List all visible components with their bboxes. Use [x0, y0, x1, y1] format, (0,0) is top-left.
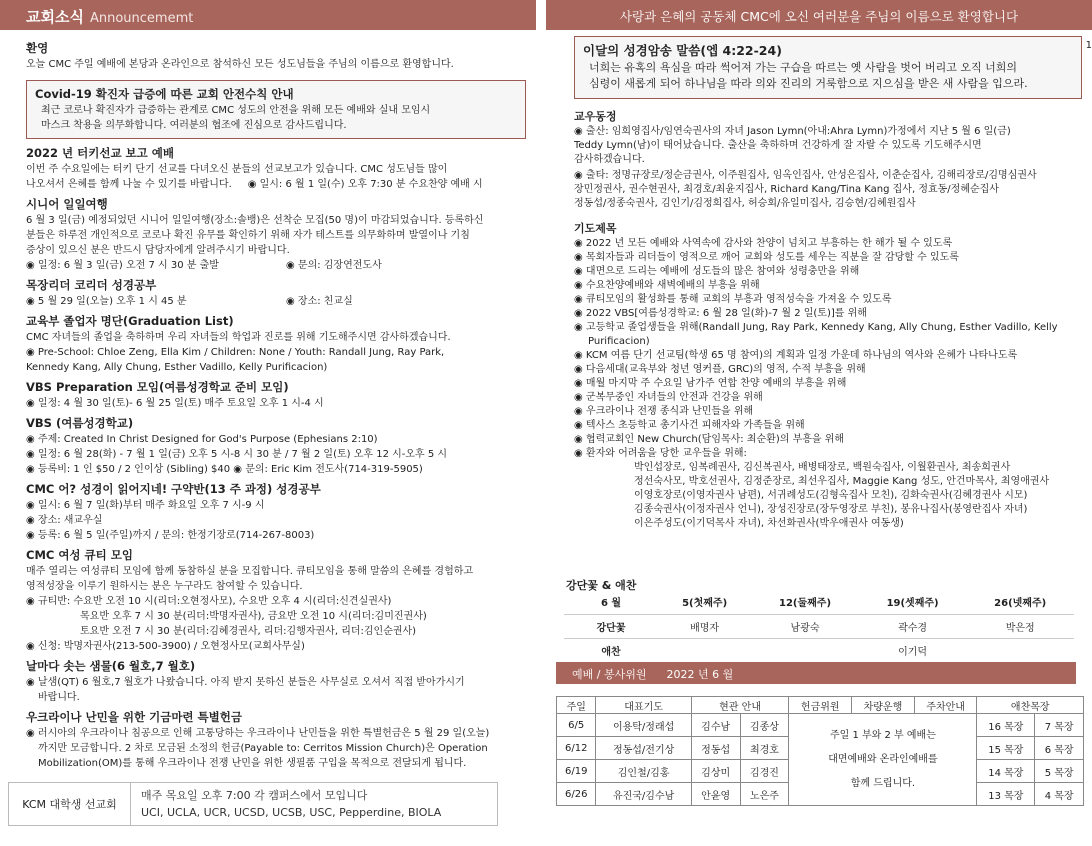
table-row: 6/12 정동섭/전기상 정동섭 최경호 15 목장 6 목장 [557, 737, 1084, 760]
vbs-fee: ◉ 등록비: 1 인 $50 / 2 인이상 (Sibling) $40 ◉ 문의: Eric Kim 전도사(714-319-5905) [26, 464, 423, 475]
news-trip: ◉ 출타: 정명규장로/정순금권사, 이주원집사, 임옥인집사, 안성은집사, 이춘순집사, 김해리장로/김명심권사 장민정권사, 권수현권사, 최경호/최윤지집사, Richard Kang/Tina Kang 집사, 정효동/정혜순집사 정동섭/정종숙권사, 김인기/김정희집사, 허승회/유일미집사, 김승현/김혜원집사 [574, 170, 1037, 209]
grad-title: 교육부 졸업자 명단(Graduation List) [26, 314, 234, 328]
grad-list: ◉ Pre-School: Chloe Zeng, Ella Kim / Children: None / Youth: Randall Jung, Ray Park, Kennedy Kang, Ally Chung, Esther Vadillo, Kelly Purificacion) [26, 347, 445, 373]
manna-title: 날마다 솟는 샘물(6 월호,7 월호) [26, 659, 196, 673]
news-birth: ◉ 출산: 임희영집사/임연숙권사의 자녀 Jason Lymn(아내:Ahra Lymn)가정에서 지난 5 월 6 일(금) Teddy Lymn(남)이 태어났습니다. 출산을 축하하며 건강하게 잘 자랄 수 있도록 기도해주시면 감사하겠습니다. [574, 126, 1011, 165]
church-info-page [546, 0, 1092, 846]
prayer-item: ◉ 텍사스 초등학교 총기사건 피해자와 가족들을 위해 [574, 420, 805, 431]
grad-body: CMC 자녀들의 졸업을 축하하며 우리 자녀들의 학업과 진로를 위해 기도해주시면 감사하겠습니다. [26, 332, 451, 343]
bible-time: ◉ 일시: 6 월 7 일(화)부터 매주 화요일 오후 7 시-9 시 [26, 500, 265, 511]
prayer-item: ◉ 목회자들과 리더들이 영적으로 깨어 교회와 성도를 세우는 직분을 잘 감당할 수 있도록 [574, 252, 959, 263]
qt-title: CMC 여성 큐티 모임 [26, 548, 133, 562]
vbs-schedule: ◉ 일정: 6 월 28(화) - 7 월 1 일(금) 오후 5 시-8 시 30 분 / 7 월 2 일(토) 오후 12 시-오후 5 시 [26, 449, 448, 460]
page-number: 1 [1085, 40, 1092, 51]
qt-class-1: ◉ 규티반: 수요반 오전 10 시(리더:오현정사모), 수요반 오후 4 시(리더:신견실권사) [26, 596, 392, 607]
altar-title: 강단꽃 & 애찬 [566, 579, 637, 592]
turkey-body-2: 나오셔서 은혜를 함께 나눌 수 있기를 바랍니다. ◉ 일시: 6 월 1 일(수) 오후 7:30 분 수요찬양 예배 시 [26, 179, 483, 190]
table-row: 6/5 이용탁/정래섭 김수남 김종상 주일 1 부와 2 부 예배는 대면예배와 온라인예배를 함께 드립니다. 16 목장 7 목장 [557, 714, 1084, 737]
pastor-title: 목장리더 코리더 성경공부 [26, 278, 157, 292]
senior-details: ◉ 일정: 6 월 3 일(금) 오전 7 시 30 분 출발 ◉ 문의: 김장연전도사 [26, 260, 382, 271]
turkey-body: 이번 주 수요일에는 터키 단기 선교를 다녀오신 분들의 선교보고가 있습니다. CMC 성도님들 많이 [26, 164, 448, 175]
news-title: 교우동정 [574, 110, 617, 123]
prayer-list [574, 237, 1082, 461]
covid-notice-box [26, 80, 526, 139]
bible-title: CMC 어? 성경이 읽어지네! 구약반(13 주 과정) 성경공부 [26, 482, 321, 496]
duty-note: 주일 1 부와 2 부 예배는 대면예배와 온라인예배를 함께 드립니다. [789, 714, 977, 806]
header-title: 교회소식 [26, 8, 84, 26]
pastor-details: ◉ 5 월 29 일(오늘) 오후 1 시 45 분 ◉ 장소: 친교실 [26, 296, 353, 307]
table-row: 6/19 김인철/김홍 김상미 김경진 14 목장 5 목장 [557, 760, 1084, 783]
announcement-content [26, 36, 526, 771]
sick-members-list: 박인섭장로, 임복례권사, 김신복권사, 배병태장로, 백원숙집사, 이월환권사, 최송희권사 정선숙사모, 박호선권사, 김정준장로, 최선우집사, Maggie Kang 성도, 안건마목사, 최영애권사 이영호장로(이영자권사 남편), 서귀례성도(김형옥집사 모친), 김화숙권사(김혜경권사 시모) 김종숙권사(이정자권사 언니), 장성진장로(장두영장로 부친), 봉유나집사(봉영란집사 자녀) 이은주성도(이기덕목사 자녀), 차선화권사(박우애권사 여동생) [634, 462, 1050, 529]
table-row: 애찬 이기덕 [564, 638, 1074, 662]
bible-place: ◉ 장소: 새교우실 [26, 515, 103, 526]
announcement-page [0, 0, 536, 846]
prayer-title: 기도제목 [574, 222, 617, 235]
prayer-item: ◉ 환자와 어려움을 당한 교우들을 위해: [574, 448, 747, 459]
duty-title: 예배 / 봉사위원 [572, 668, 647, 681]
qt-class-2: 목요반 오후 7 시 30 분(리더:박명자권사), 금요반 오전 10 시(리더:김미진권사) [80, 611, 427, 622]
welcome-title: 환영 [26, 41, 49, 55]
altar-flower-table [564, 590, 1074, 663]
qt-class-3: 토요반 오전 7 시 30 분(리더:김혜경권사, 리더:김행자권사, 리더:김인순권사) [80, 626, 417, 637]
prayer-item: ◉ 수요찬양예배와 새벽예배의 부흥을 위해 [574, 280, 760, 291]
vbs-theme: ◉ 주제: Created In Christ Designed for God's Purpose (Ephesians 2:10) [26, 434, 378, 445]
prayer-item: ◉ 다음세대(교육부와 청년 영커플, GRC)의 영적, 수적 부흥을 위해 [574, 364, 866, 375]
duty-month: 2022 년 6 월 [666, 668, 734, 681]
qt-apply: ◉ 신청: 박명자권사(213-500-3900) / 오현정사모(교회사무실) [26, 641, 305, 652]
table-header-row: 주일 대표기도 현관 안내 헌금위원 차량운행 주차안내 애찬목장 [557, 697, 1084, 714]
senior-title: 시니어 일일여행 [26, 197, 108, 211]
verse-title: 이달의 성경암송 말씀(엡 4:22-24) [583, 43, 782, 58]
duty-header-bar [556, 662, 1076, 684]
kcm-label: KCM 대학생 선교회 [9, 783, 131, 825]
prayer-item: ◉ KCM 여름 단기 선교팀(학생 65 명 참여)의 계획과 일정 가운데 하나님의 역사와 은혜가 나타나도록 [574, 350, 1018, 361]
qt-body: 매주 열리는 여성큐티 모임에 함께 동참하실 분을 모집합니다. 큐티모임을 통해 말씀의 은혜를 경험하고 영적성장을 이루기 원하시는 분은 누구라도 참여할 수 있습니다. [26, 566, 474, 592]
bible-register: ◉ 등록: 6 월 5 일(주일)까지 / 문의: 한정기장로(714-267-8003) [26, 530, 315, 541]
prayer-item: ◉ 고등학교 졸업생들을 위해(Randall Jung, Ray Park, Kennedy Kang, Ally Chung, Esther Vadillo, Kelly Purificacion) [574, 322, 1058, 347]
announcement-header [0, 0, 536, 30]
vbsprep-title: VBS Preparation 모임(여름성경학교 준비 모임) [26, 380, 289, 394]
verse-body: 너희는 유혹의 욕심을 따라 썩어져 가는 구습을 따르는 옛 사람을 벗어 버리고 오직 너희의 심령이 새롭게 되어 하나님을 따라 의와 진리의 거룩함으로 지으심을 받은 새 사람을 입으라. [589, 61, 1028, 90]
prayer-item: ◉ 군복무중인 자녀들의 안전과 건강을 위해 [574, 392, 763, 403]
table-row: 강단꽃 배명자 남광숙 곽수경 박은정 [564, 614, 1074, 638]
header-subtitle: Announcememt [89, 11, 194, 26]
kcm-campuses: UCI, UCLA, UCR, UCSD, UCSB, USC, Pepperdine, BIOLA [141, 806, 442, 819]
welcome-body: 오늘 CMC 주일 예배에 본당과 온라인으로 참석하신 모든 성도님들을 주님의 이름으로 환영합니다. [26, 59, 454, 70]
duty-table [556, 696, 1084, 806]
kcm-box [8, 782, 498, 826]
prayer-item: ◉ 2022 년 모든 예배와 사역속에 감사와 찬양이 넘치고 부흥하는 한 해가 될 수 있도록 [574, 238, 953, 249]
manna-body: ◉ 날샘(QT) 6 월호,7 월호가 나왔습니다. 아직 받지 못하신 분들은 사무실로 오셔서 직접 받아가시기 바랍니다. [26, 677, 465, 703]
kcm-schedule: 매주 목요일 오후 7:00 각 캠퍼스에서 모입니다 [141, 789, 368, 802]
covid-title: Covid-19 확진자 급증에 따른 교회 안전수칙 안내 [35, 87, 294, 101]
church-info-content [574, 36, 1082, 531]
turkey-title: 2022 년 터키선교 보고 예배 [26, 146, 175, 160]
table-row: 6 월 5(첫째주) 12(둘째주) 19(셋째주) 26(넷째주) [564, 590, 1074, 614]
prayer-item: ◉ 큐티모임의 활성화를 통해 교회의 부흥과 영적성숙을 가져올 수 있도록 [574, 294, 892, 305]
vbs-title: VBS (여름성경학교) [26, 416, 134, 430]
prayer-item: ◉ 협력교회인 New Church(담임목사: 최순환)의 부흥을 위해 [574, 434, 845, 445]
verse-box [574, 36, 1082, 99]
ukraine-body: ◉ 러시아의 우크라이나 침공으로 인해 고통당하는 우크라이나 난민들을 위한 특별헌금은 5 월 29 일(오늘) 까지만 모금합니다. 2 차로 모금된 소정의 헌금(Payable to: Cerritos Mission Church)은 Operation Mobilization(OM)를 통해 우크라이나 전쟁 난민을 위한 생필품 구입을 목적으로 전달되게 됩니다. [26, 728, 490, 769]
prayer-item: ◉ 매월 마지막 주 수요일 남가주 연합 찬양 예배의 부흥을 위해 [574, 378, 847, 389]
welcome-banner: 사랑과 은혜의 공동체 CMC에 오신 여러분을 주님의 이름으로 환영합니다 [546, 0, 1092, 30]
prayer-item: ◉ 우크라이나 전쟁 종식과 난민들을 위해 [574, 406, 754, 417]
covid-body: 최근 코로나 확진자가 급증하는 관계로 CMC 성도의 안전을 위해 모든 예배와 실내 모임시 마스크 착용을 의무화합니다. 여러분의 협조에 진심으로 감사드립니다. [41, 105, 431, 131]
table-row: 6/26 유진국/김수남 안윤영 노은주 13 목장 4 목장 [557, 783, 1084, 806]
prayer-item: ◉ 대면으로 드리는 예배에 성도들의 많은 참여와 성령충만을 위해 [574, 266, 860, 277]
prayer-item: ◉ 2022 VBS[여름성경학교: 6 월 28 일(화)-7 월 2 일(토)]를 위해 [574, 308, 867, 319]
senior-body: 6 월 3 일(금) 예정되었던 시니어 일일여행(장소:솔뱅)은 선착순 모집(50 명)이 마감되었습니다. 등록하신 분들은 하루전 개인적으로 코로나 확진 유무를 확인하기 위해 자가 테스트를 의무화하며 발열이나 기침 증상이 있으신 분은 반드시 담당자에게 알려주시기 바랍니다. [26, 215, 484, 256]
vbsprep-body: ◉ 일정: 4 월 30 일(토)- 6 월 25 일(토) 매주 토요일 오후 1 시-4 시 [26, 398, 324, 409]
ukraine-title: 우크라이나 난민을 위한 기금마련 특별헌금 [26, 710, 242, 724]
turkey-date: ◉ 일시: 6 월 1 일(수) 오후 7:30 분 수요찬양 예배 시 [247, 179, 483, 190]
kcm-info [131, 783, 451, 825]
